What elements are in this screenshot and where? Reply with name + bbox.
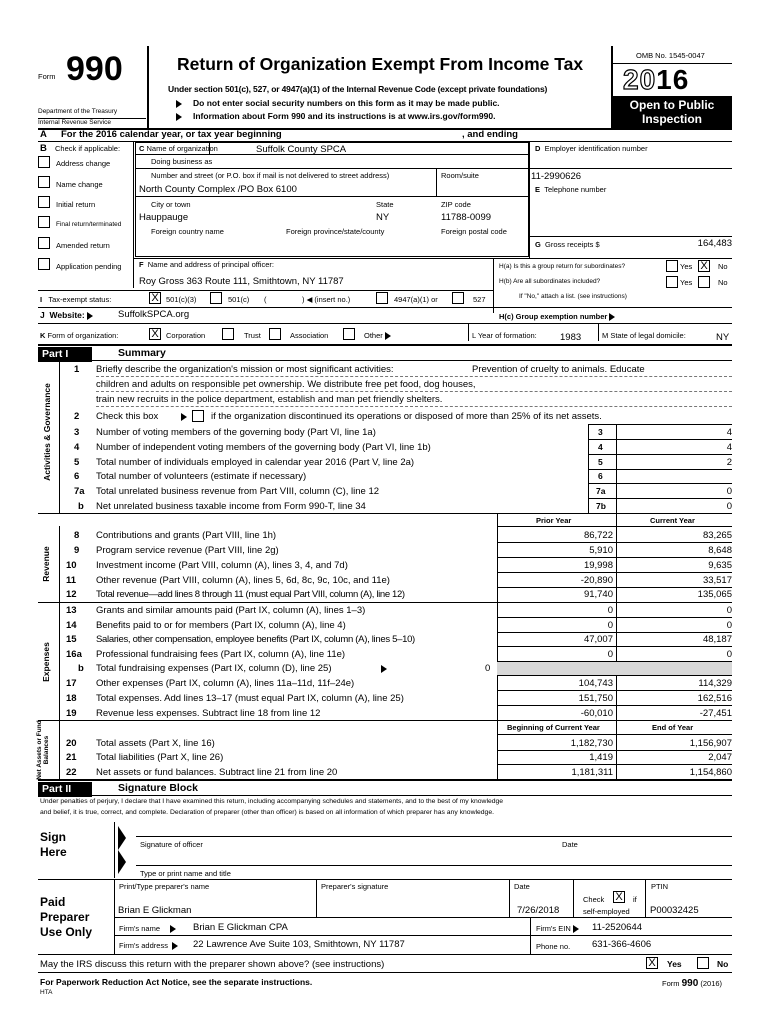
foreign-country-label: Foreign country name [151, 227, 224, 236]
c-label: C [139, 144, 145, 153]
hb-text: H(b) Are all subordinates included? [499, 278, 601, 285]
open-public: Open to Public [629, 98, 715, 112]
501c-checkbox[interactable] [210, 292, 222, 304]
amended-return-label: Amended return [56, 241, 110, 250]
exp-row-num: 14 [66, 620, 77, 631]
exp-row-text: Professional fundraising fees (Part IX, column (A), line 11e) [96, 649, 346, 660]
gov-row-value[interactable]: 0 [726, 501, 732, 512]
rev-row-num: 11 [66, 575, 77, 586]
f-label: F [139, 260, 144, 269]
hb-yes-checkbox[interactable] [666, 276, 678, 288]
gov-row-box: 7b [596, 501, 606, 511]
gov-row-text: Total number of volunteers (estimate if necessary) [96, 471, 307, 482]
name-change-label: Name change [56, 180, 103, 189]
col-prior-year: Prior Year [536, 516, 572, 525]
initial-return-label: Initial return [56, 200, 96, 209]
line-b-label: B [40, 143, 47, 154]
ha-yes: Yes [680, 262, 693, 271]
room-label: Room/suite [441, 171, 479, 180]
f-text: Name and address of principal officer: [147, 260, 274, 269]
net-row-text: Net assets or fund balances. Subtract line 21 from line 20 [96, 767, 338, 778]
rev-row-prior[interactable]: 19,998 [583, 560, 613, 571]
gov-row-text: Number of independent voting members of the governing body (Part VI, line 1b) [96, 442, 431, 453]
corporation-label: Corporation [166, 331, 206, 340]
527-label: 527 [473, 295, 486, 304]
gov-row-num: 7a [74, 486, 85, 497]
rev-row-num: 9 [74, 545, 80, 556]
rev-row-num: 8 [74, 530, 80, 541]
gov-row-value[interactable]: 2 [726, 457, 732, 468]
exp-row-text: Revenue less expenses. Subtract line 18 from line 12 [96, 708, 321, 719]
line-16b-value[interactable]: 0 [485, 663, 491, 674]
rev-row-prior[interactable]: 91,740 [583, 589, 613, 600]
arrow-icon [573, 925, 579, 933]
org-name[interactable]: Suffolk County SPCA [256, 144, 347, 155]
use-only-label: Use Only [40, 925, 93, 939]
hb-no: No [718, 278, 728, 287]
rev-row-prior[interactable]: 5,910 [589, 545, 613, 556]
net-row-num: 22 [66, 767, 77, 778]
ein-value[interactable]: 11-2990626 [531, 171, 582, 182]
state-label: State [376, 200, 394, 209]
firm-ein[interactable]: 11-2520644 [592, 922, 643, 933]
gov-row-num: 5 [74, 457, 80, 468]
arrow-icon [87, 312, 93, 320]
gov-row-num: 6 [74, 471, 80, 482]
city-value[interactable]: Hauppauge [139, 212, 189, 223]
part2-badge: Part II [38, 782, 92, 797]
part2-title: Signature Block [118, 782, 198, 794]
preparer-date-label: Date [514, 882, 530, 891]
dba-label: Doing business as [151, 157, 213, 166]
arrow-icon [609, 313, 615, 321]
ha-no-checkbox[interactable]: X [698, 260, 710, 272]
self-employed-checkbox[interactable]: X [613, 891, 625, 903]
exp-row-prior[interactable]: -60,010 [580, 708, 613, 719]
m-text: M State of legal domicile: [602, 331, 686, 340]
discuss-yes-label: Yes [667, 959, 682, 969]
footer-form-label: Form [662, 979, 680, 988]
rev-row-num: 10 [66, 560, 77, 571]
state-value[interactable]: NY [376, 212, 390, 223]
gov-row-box: 3 [598, 427, 603, 437]
exp-row-prior[interactable]: 0 [607, 620, 613, 631]
check-label: Check [583, 895, 605, 904]
d-label: D [535, 144, 541, 153]
exp-row-text: Benefits paid to or for members (Part IX, column (A), line 4) [96, 620, 346, 631]
hb-yes: Yes [680, 278, 693, 287]
hb-no-checkbox[interactable] [698, 276, 710, 288]
e-label: E [535, 185, 541, 194]
g-label: G [535, 240, 541, 249]
rev-row-current[interactable]: 9,635 [708, 560, 732, 571]
application-pending-label: Application pending [56, 262, 122, 271]
final-return-checkbox[interactable] [38, 216, 50, 228]
notice-info: Information about Form 990 and its instructions is at www.irs.gov/form990. [193, 111, 496, 121]
line-a-label: A [40, 129, 47, 140]
gov-row-num: b [78, 501, 84, 512]
officer-value[interactable]: Roy Gross 363 Route 111, Smithtown, NY 11787 [139, 276, 344, 287]
open-public-box [612, 96, 732, 128]
line-16b-text: Total fundraising expenses (Part IX, column (D), line 25) [96, 663, 332, 674]
line-2-text-a: Check this box [96, 411, 159, 422]
exp-row-current[interactable]: 0 [726, 620, 732, 631]
rev-row-prior[interactable]: 86,722 [583, 530, 613, 541]
sign-label: Sign [40, 830, 66, 844]
501c3-label: 501(c)(3) [166, 295, 197, 304]
exp-row-text: Salaries, other compensation, employee benefits (Part IX, column (A), lines 5–10) [96, 634, 415, 645]
net-row-current[interactable]: 1,154,860 [689, 767, 732, 778]
preparer-name[interactable]: Brian E Glickman [118, 905, 192, 916]
hta-label: HTA [40, 989, 53, 996]
omb-number: OMB No. 1545-0047 [636, 51, 705, 60]
here-label: Here [40, 845, 67, 859]
self-employed-label: self-employed [583, 907, 630, 916]
domicile-state[interactable]: NY [716, 332, 730, 343]
declaration-line-2: and belief, it is true, correct, and complete. Declaration of preparer (other than officer) is based on all information of which preparer has any knowledge. [40, 809, 494, 816]
city-label: City or town [151, 200, 191, 209]
501c-paren: ( [264, 295, 267, 304]
arrow-icon [385, 332, 391, 340]
year-prefix: 20 [623, 64, 657, 95]
ha-text: H(a) Is this a group return for subordinates? [499, 263, 626, 270]
street-label: Number and street (or P.O. box if mail is not delivered to street address) [151, 171, 390, 180]
inspection: Inspection [641, 112, 702, 126]
gross-receipts[interactable]: 164,483 [697, 238, 732, 249]
mission-line-2[interactable]: children and adults on responsible pet ownership. We distribute free pet food, dog houses, [96, 379, 476, 390]
arrow-icon [176, 113, 182, 121]
org-name-label: Name of organization [146, 144, 218, 153]
exp-row-num: 13 [66, 605, 77, 616]
i-text: Tax-exempt status: [48, 295, 112, 304]
trust-label: Trust [244, 331, 261, 340]
gov-row-value[interactable]: 4 [726, 442, 732, 453]
rev-row-text: Investment income (Part VIII, column (A), lines 3, 4, and 7d) [96, 560, 348, 571]
mission-line-3[interactable]: train new recruits in the police department, establish and man pet friendly shelters. [96, 394, 443, 405]
i-label: I [40, 295, 43, 304]
exp-row-current[interactable]: 114,329 [698, 678, 732, 689]
initial-return-checkbox[interactable] [38, 196, 50, 208]
zip-value[interactable]: 11788-0099 [441, 212, 492, 223]
gov-row-text: Number of voting members of the governing body (Part VI, line 1a) [96, 427, 376, 438]
exp-row-current[interactable]: 162,516 [697, 693, 732, 704]
zip-label: ZIP code [441, 200, 471, 209]
foreign-province-label: Foreign province/state/county [286, 227, 385, 236]
preparer-label: Preparer [40, 910, 90, 924]
rev-row-current[interactable]: 83,265 [702, 530, 732, 541]
side-revenue: Revenue [41, 546, 51, 582]
exp-row-num: 18 [66, 693, 77, 704]
net-row-num: 21 [66, 752, 77, 763]
website-value[interactable]: SuffolkSPCA.org [118, 309, 190, 320]
association-checkbox[interactable] [269, 328, 281, 340]
ptin-label: PTIN [651, 882, 669, 891]
line-a-ending: , and ending [462, 129, 518, 140]
mission-line-1[interactable]: Prevention of cruelty to animals. Educate [472, 364, 645, 375]
dept-treasury: Department of the Treasury [38, 108, 118, 115]
footer-form-number: 990 [681, 978, 699, 989]
form-number: 990 [66, 50, 123, 88]
ptin-value[interactable]: P00032425 [650, 905, 699, 916]
street-value[interactable]: North County Complex /PO Box 6100 [139, 184, 297, 195]
line-16b-num: b [78, 663, 84, 674]
firm-ein-label: Firm's EIN [536, 924, 571, 933]
other-label: Other [364, 331, 383, 340]
rev-row-text: Total revenue—add lines 8 through 11 (must equal Part VIII, column (A), line 12) [96, 589, 405, 600]
k-text: Form of organization: [47, 331, 119, 340]
exp-row-current[interactable]: 0 [726, 605, 732, 616]
address-change-checkbox[interactable] [38, 156, 50, 168]
exp-row-num: 17 [66, 678, 77, 689]
exp-row-num: 16a [66, 649, 82, 660]
4947-checkbox[interactable] [376, 292, 388, 304]
sign-arrow-icon [118, 826, 126, 850]
gov-row-value[interactable]: 4 [726, 427, 732, 438]
officer-signature-label: Signature of officer [140, 840, 203, 849]
arrow-icon [172, 942, 178, 950]
form-subtitle: Under section 501(c), 527, or 4947(a)(1) of the Internal Revenue Code (except private foundations) [168, 84, 548, 94]
gov-row-text: Net unrelated business taxable income from Form 990-T, line 34 [96, 501, 366, 512]
phone-label: Phone no. [536, 942, 571, 951]
firm-address[interactable]: 22 Lawrence Ave Suite 103, Smithtown, NY 11787 [193, 939, 405, 950]
paid-label: Paid [40, 895, 66, 909]
hb-note: If "No," attach a list. (see instructions) [519, 293, 627, 300]
line-b-text: Check if applicable: [55, 144, 121, 153]
j-label: J [40, 310, 45, 320]
discuss-text: May the IRS discuss this return with the preparer shown above? (see instructions) [40, 959, 385, 970]
other-checkbox[interactable] [343, 328, 355, 340]
net-row-text: Total liabilities (Part X, line 26) [96, 752, 224, 763]
formation-year[interactable]: 1983 [560, 332, 582, 343]
year-suffix: 16 [656, 64, 690, 95]
notice-ssn: Do not enter social security numbers on this form as it may be made public. [193, 98, 500, 108]
paperwork-notice: For Paperwork Reduction Act Notice, see the separate instructions. [40, 977, 313, 987]
form-title: Return of Organization Exempt From Income Tax [177, 54, 584, 74]
gov-row-num: 4 [74, 442, 80, 453]
exp-row-prior[interactable]: 0 [607, 649, 613, 660]
exp-row-text: Total expenses. Add lines 13–17 (must equal Part IX, column (A), line 25) [96, 693, 404, 704]
501c3-checkbox[interactable]: X [149, 292, 161, 304]
col-beginning-year: Beginning of Current Year [507, 723, 600, 732]
arrow-icon [381, 665, 387, 673]
net-row-current[interactable]: 1,156,907 [689, 738, 732, 749]
gov-row-num: 3 [74, 427, 80, 438]
ha-no: No [718, 262, 728, 271]
phone-value[interactable]: 631-366-4606 [592, 939, 652, 950]
net-row-prior[interactable]: 1,181,311 [571, 767, 613, 778]
net-row-num: 20 [66, 738, 77, 749]
association-label: Association [290, 331, 329, 340]
firm-name[interactable]: Brian E Glickman CPA [193, 922, 288, 933]
rev-row-current[interactable]: 33,517 [702, 575, 732, 586]
address-change-label: Address change [56, 159, 111, 168]
e-text: Telephone number [544, 185, 607, 194]
declaration-line-1: Under penalties of perjury, I declare that I have examined this return, including accompanying schedules and statements, and to the best of my knowledge [40, 798, 504, 805]
discuss-yes-checkbox[interactable]: X [646, 957, 658, 969]
officer-signature-line[interactable] [136, 836, 732, 837]
l-text: L Year of formation: [472, 331, 537, 340]
g-text: Gross receipts $ [545, 240, 600, 249]
line-2-num: 2 [74, 411, 80, 422]
exp-row-prior[interactable]: 0 [607, 605, 613, 616]
insert-no: ) ◀ (insert no.) [302, 295, 351, 304]
line-a-text: For the 2016 calendar year, or tax year beginning [61, 129, 282, 140]
line-1-text: Briefly describe the organization's mission or most significant activities: [96, 364, 394, 375]
col-current-year: Current Year [650, 516, 695, 525]
side-expenses: Expenses [41, 642, 51, 682]
gov-row-box: 6 [598, 471, 603, 481]
side-net-assets: Net Assets or Fund Balances [36, 720, 50, 780]
gov-row-box: 7a [596, 486, 606, 496]
application-pending-checkbox[interactable] [38, 258, 50, 270]
exp-row-prior[interactable]: 151,750 [578, 693, 613, 704]
discuss-no-label: No [717, 959, 729, 969]
rev-row-text: Contributions and grants (Part VIII, line 1h) [96, 530, 277, 541]
hc-text: H(c) Group exemption number [499, 312, 608, 321]
exp-row-current[interactable]: 48,187 [702, 634, 732, 645]
preparer-signature-label: Preparer's signature [321, 882, 389, 891]
firm-address-label: Firm's address [119, 941, 168, 950]
rev-row-current[interactable]: 8,648 [708, 545, 732, 556]
final-return-label: Final return/terminated [56, 221, 122, 228]
amended-return-checkbox[interactable] [38, 237, 50, 249]
exp-row-current[interactable]: 0 [726, 649, 732, 660]
gov-row-box: 4 [598, 442, 603, 452]
gov-row-box: 5 [598, 457, 603, 467]
corporation-checkbox[interactable]: X [149, 328, 161, 340]
exp-row-text: Grants and similar amounts paid (Part IX, column (A), lines 1–3) [96, 605, 366, 616]
if-label: if [633, 895, 637, 904]
arrow-icon [170, 925, 176, 933]
d-text: Employer identification number [544, 144, 648, 153]
line-1-num: 1 [74, 364, 80, 375]
rev-row-current[interactable]: 135,065 [697, 589, 732, 600]
4947-label: 4947(a)(1) or [394, 295, 438, 304]
preparer-date[interactable]: 7/26/2018 [517, 905, 560, 916]
exp-row-text: Other expenses (Part IX, column (A), lines 11a–11d, 11f–24e) [96, 678, 355, 689]
net-row-prior[interactable]: 1,419 [589, 752, 613, 763]
col-end-year: End of Year [652, 723, 694, 732]
line-2-text-b: if the organization discontinued its operations or disposed of more than 25% of its net assets. [211, 411, 602, 422]
exp-row-prior[interactable]: 104,743 [578, 678, 613, 689]
discontinued-checkbox[interactable] [192, 410, 204, 422]
net-row-current[interactable]: 2,047 [708, 752, 732, 763]
side-governance: Activities & Governance [42, 383, 52, 481]
signature-date-label: Date [562, 840, 578, 849]
rev-row-num: 12 [66, 589, 77, 600]
exp-row-num: 15 [66, 634, 77, 645]
exp-row-prior[interactable]: 47,007 [583, 634, 613, 645]
j-text: Website: [49, 310, 85, 320]
preparer-name-label: Print/Type preparer's name [119, 882, 210, 891]
arrow-icon [176, 100, 182, 108]
discuss-no-checkbox[interactable] [697, 957, 709, 969]
net-row-prior[interactable]: 1,182,730 [570, 738, 613, 749]
part1-badge: Part I [38, 347, 92, 362]
part1-title: Summary [118, 347, 166, 359]
501c-label: 501(c) [228, 295, 250, 304]
firm-name-label: Firm's name [119, 924, 161, 933]
ha-yes-checkbox[interactable] [666, 260, 678, 272]
arrow-icon [181, 413, 187, 421]
exp-row-current[interactable]: -27,451 [699, 708, 732, 719]
officer-name-line[interactable] [136, 865, 732, 866]
rev-row-prior[interactable]: -20,890 [580, 575, 613, 586]
gov-row-text: Total unrelated business revenue from Part VIII, column (C), line 12 [96, 486, 380, 497]
irs-label: Internal Revenue Service [38, 119, 111, 126]
name-change-checkbox[interactable] [38, 176, 50, 188]
footer-form-year: (2016) [700, 979, 723, 988]
rev-row-text: Other revenue (Part VIII, column (A), lines 5, 6d, 8c, 9c, 10c, and 11e) [96, 575, 390, 586]
527-checkbox[interactable] [452, 292, 464, 304]
exp-row-num: 19 [66, 708, 77, 719]
gov-row-value[interactable]: 0 [726, 486, 732, 497]
net-row-text: Total assets (Part X, line 16) [96, 738, 215, 749]
rev-row-text: Program service revenue (Part VIII, line 2g) [96, 545, 279, 556]
sign-arrow-icon [118, 850, 126, 874]
foreign-postal-label: Foreign postal code [441, 227, 507, 236]
gov-row-text: Total number of individuals employed in calendar year 2016 (Part V, line 2a) [96, 457, 415, 468]
trust-checkbox[interactable] [222, 328, 234, 340]
k-label: K [40, 331, 46, 340]
officer-name-label: Type or print name and title [140, 869, 231, 878]
form-label: Form [38, 72, 56, 81]
